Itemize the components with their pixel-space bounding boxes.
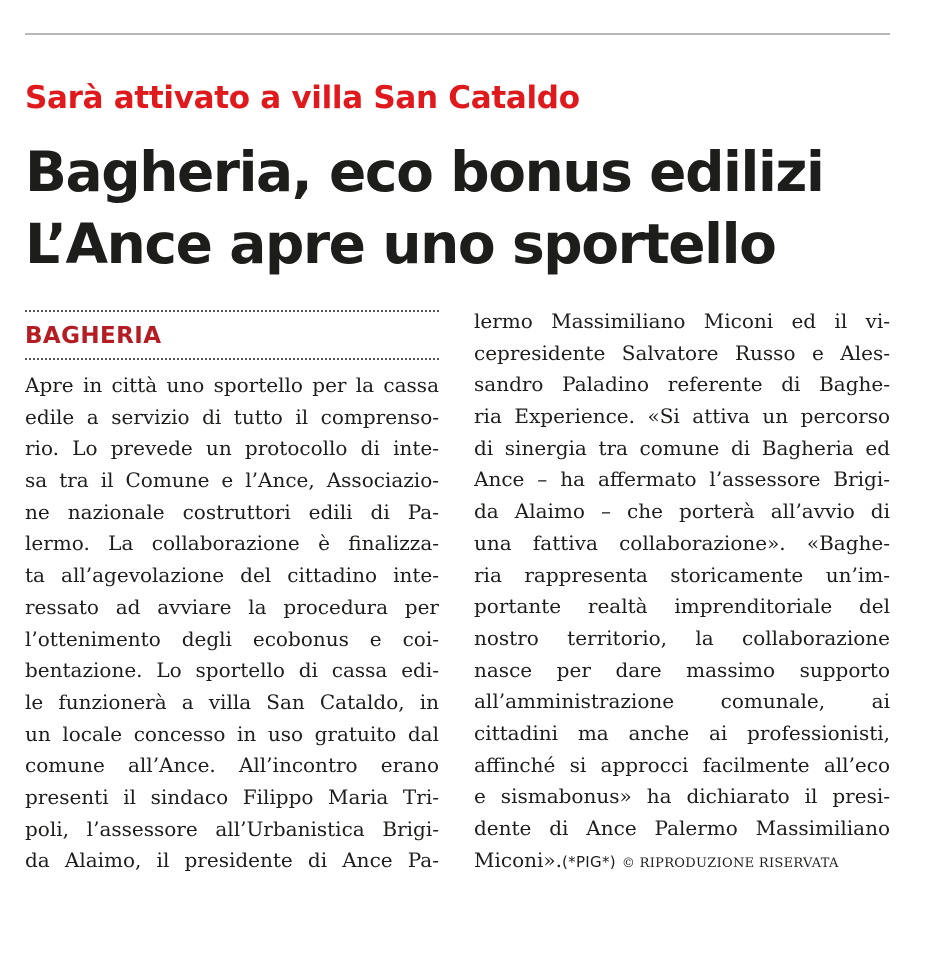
article-kicker: Sarà attivato a villa San Cataldo bbox=[25, 80, 580, 116]
right-line: dente di Ance Palermo Massimiliano bbox=[474, 816, 890, 840]
left-line: l’ottenimento degli ecobonus e coi- bbox=[25, 626, 439, 651]
left-line: comune all’Ance. All’incontro erano bbox=[25, 753, 439, 778]
article-body-left-column bbox=[25, 370, 439, 877]
left-line: un locale concesso in uso gratuito dal bbox=[25, 721, 439, 746]
right-line: cepresidente Salvatore Russo e Ales- bbox=[474, 340, 890, 365]
article-body-right-column bbox=[474, 306, 890, 876]
author-signature: (*PIG*) bbox=[562, 852, 616, 871]
right-line: lermo Massimiliano Miconi ed il vi- bbox=[474, 309, 890, 333]
right-line: nostro territorio, la collaborazione bbox=[474, 625, 890, 650]
article-closing-line bbox=[474, 845, 890, 877]
right-line: di sinergia tra comune di Bagheria ed bbox=[474, 435, 890, 460]
right-line: ria rappresenta storicamente un’im- bbox=[474, 562, 890, 587]
right-line: affinché si approcci facilmente all’eco bbox=[474, 752, 890, 777]
left-line: da Alaimo, il presidente di Ance Pa- bbox=[25, 848, 439, 873]
right-line: e sismabonus» ha dichiarato il presi- bbox=[474, 784, 890, 809]
closing-text: Miconi». bbox=[474, 847, 562, 872]
top-rule bbox=[25, 33, 890, 35]
right-line: cittadini ma anche ai professionisti, bbox=[474, 720, 890, 745]
right-line: portante realtà imprenditoriale del bbox=[474, 594, 890, 619]
left-line: edile a servizio di tutto il comprenso- bbox=[25, 404, 439, 429]
section-label: BAGHERIA bbox=[25, 323, 162, 349]
section-rule-top bbox=[25, 310, 439, 312]
right-line: all’amministrazione comunale, ai bbox=[474, 689, 890, 714]
headline-line-2: L’Ance apre uno sportello bbox=[25, 212, 776, 276]
left-line: Apre in città uno sportello per la cassa bbox=[25, 373, 439, 397]
left-line: lermo. La collaborazione è finalizza- bbox=[25, 531, 439, 556]
copyright-notice: © RIPRODUZIONE RISERVATA bbox=[621, 855, 839, 871]
left-line: presenti il sindaco Filippo Maria Tri- bbox=[25, 784, 439, 809]
section-rule-bottom bbox=[25, 358, 439, 360]
left-line: sa tra il Comune e l’Ance, Associazio- bbox=[25, 468, 439, 493]
left-line: le funzionerà a villa San Cataldo, in bbox=[25, 689, 439, 714]
right-line: ria Experience. «Si attiva un percorso bbox=[474, 404, 890, 429]
left-line: bentazione. Lo sportello di cassa edi- bbox=[25, 658, 439, 683]
left-line: poli, l’assessore all’Urbanistica Brigi- bbox=[25, 816, 439, 841]
left-line: ta all’agevolazione del cittadino inte- bbox=[25, 563, 439, 588]
right-line: nasce per dare massimo supporto bbox=[474, 657, 890, 682]
left-line: rio. Lo prevede un protocollo di inte- bbox=[25, 436, 439, 461]
right-line: Ance – ha affermato l’assessore Brigi- bbox=[474, 467, 890, 492]
left-line: ne nazionale costruttori edili di Pa- bbox=[25, 499, 439, 524]
left-line: ressato ad avviare la procedura per bbox=[25, 594, 439, 619]
headline-line-1: Bagheria, eco bonus edilizi bbox=[25, 140, 824, 204]
right-line: da Alaimo – che porterà all’avvio di bbox=[474, 499, 890, 524]
article-headline bbox=[25, 136, 823, 280]
right-line: sandro Paladino referente di Baghe- bbox=[474, 372, 890, 397]
right-line: una fattiva collaborazione». «Baghe- bbox=[474, 530, 890, 555]
